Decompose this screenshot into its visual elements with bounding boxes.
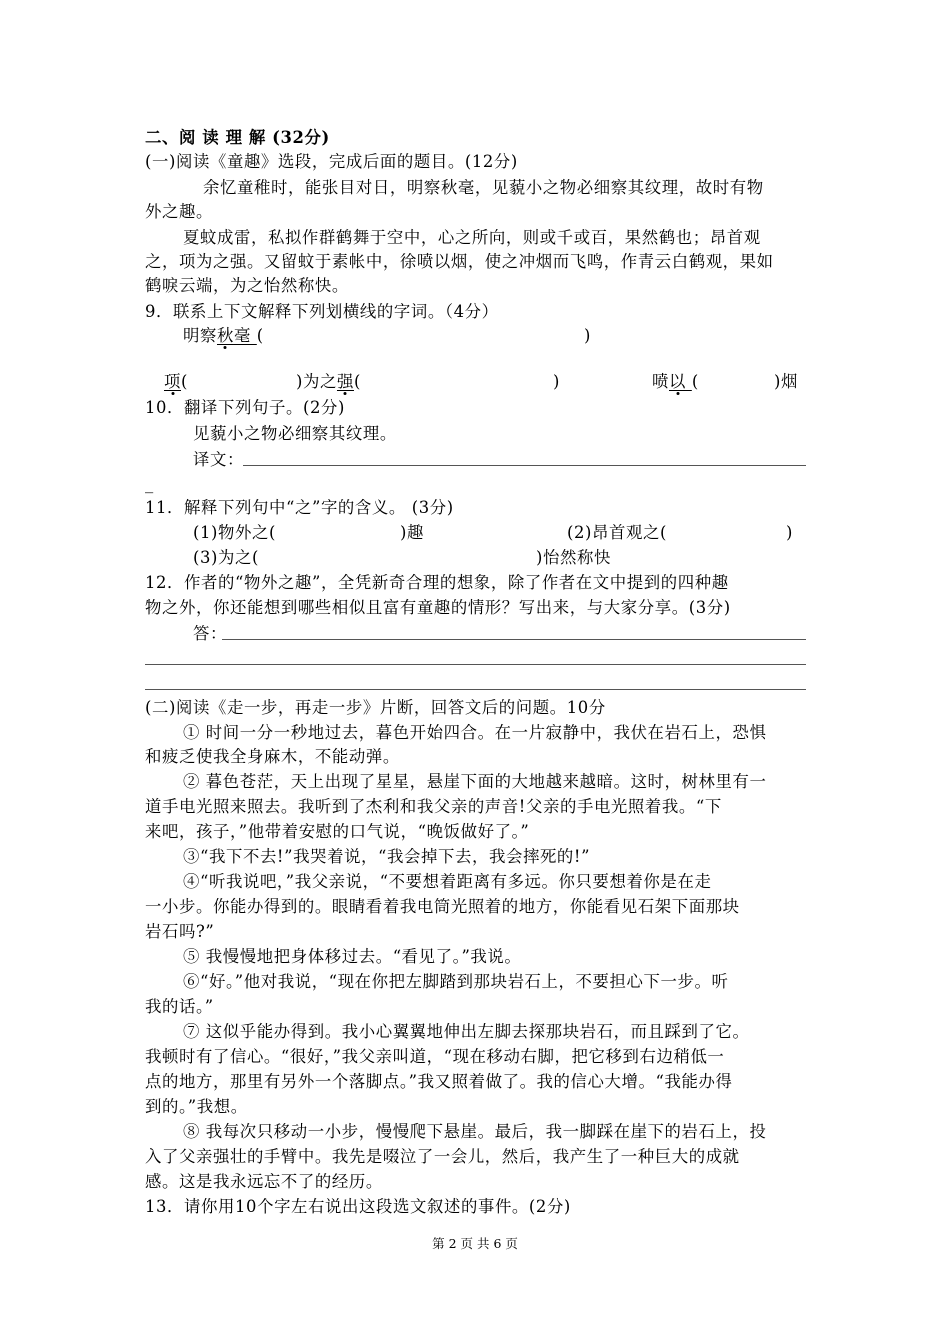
q9-item1-paren-open: ( [256,326,264,345]
q9-item2-word: 项 [164,372,181,391]
part2-text-line: 道手电光照来照去。我听到了杰利和我父亲的声音!父亲的手电光照着我。“下 [145,797,722,816]
q10-trail: _ [145,474,154,493]
q9-item2 [164,370,188,394]
part2-text-line: ⑧ 我每次只移动一小步，慢慢爬下悬崖。最后，我一脚踩在崖下的岩石上，投 [183,1122,767,1141]
page-footer: 第 2 页 共 6 页 [432,1236,518,1251]
q10-answer-line[interactable] [243,465,806,466]
q12-answer-label: 答： [193,624,227,643]
part2-intro: (二)阅读《走一步，再走一步》片断，回答文后的问题。10分 [145,698,606,717]
part2-text-line: 岩石吗?” [145,922,215,941]
part2-text-line: ⑥“好。”他对我说，“现在你把左脚踏到那块岩石上，不要担心下一步。听 [183,972,729,991]
q12-prompt-line: 12．作者的“物外之趣”，全凭新奇合理的想象，除了作者在文中提到的四种趣 [145,573,729,592]
q10-prompt: 10．翻译下列句子。(2分) [145,398,345,417]
q9-item4-paren-open: ( [691,372,699,391]
q9-item1-underlined [217,326,257,345]
part1-text-line: 夏蚊成雷，私拟作群鹤舞于空中，心之所向，则或千或百，果然鹤也；昂首观 [183,228,761,247]
q9-prompt: 9．联系上下文解释下列划横线的字词。（4分） [145,302,499,321]
q9-item3 [296,370,361,394]
q11-prompt: 11．解释下列句中“之”字的含义。 (3分) [145,498,454,517]
q9-item4-underlined [669,372,692,391]
q9-item1-word-a: 秋 [216,326,234,345]
part1-text-line: 余忆童稚时，能张目对日，明察秋毫，见藐小之物必细察其纹理，故时有物 [203,178,764,197]
q12-prompt-line: 物之外，你还能想到哪些相似且富有童趣的情形？写出来，与大家分享。(3分) [145,598,731,617]
q9-item3-prefix: )为之 [296,372,337,391]
part1-text-line: 之，项为之强。又留蚊于素帐中，徐喷以烟，使之冲烟而飞鸣，作青云白鹤观，果如 [145,252,774,271]
part2-text-line: 来吧，孩子，”他带着安慰的口气说，“晚饭做好了。” [145,822,530,841]
q11-item1-a: (1)物外之( [193,523,276,542]
q9-item1-paren-close: ) [584,326,591,345]
q11-item3-b: )怡然称快 [536,548,611,567]
part2-text-line: ⑤ 我慢慢地把身体移过去。“看见了。”我说。 [183,947,522,966]
q12-answer-line[interactable] [222,639,806,640]
part1-text-line: 外之趣。 [145,202,213,221]
part2-text-line: 感。这是我永远忘不了的经历。 [145,1172,383,1191]
q10-answer-label: 译文： [193,450,244,469]
q11-item3-a: (3)为之( [193,548,259,567]
part2-text-line: ④“听我说吧，”我父亲说，“不要想着距离有多远。你只要想着你是在走 [183,872,712,891]
part2-text-line: 我的话。” [145,997,214,1016]
part2-text-line: 一小步。你能办得到的。眼睛看着我电筒光照着的地方，你能看见石架下面那块 [145,897,740,916]
q9-item4 [652,370,699,394]
q10-sentence: 见藐小之物必细察其纹理。 [193,424,397,443]
q13-prompt: 13．请你用10个字左右说出这段选文叙述的事件。(2分) [145,1197,571,1216]
q9-item4-suffix: )烟 [774,372,798,391]
q11-item2-a: (2)昂首观之( [567,523,667,542]
q11-item1-b: )趣 [400,523,424,542]
part2-text-line: 我顿时有了信心。“很好，”我父亲叫道，“现在移动右脚，把它移到右边稍低一 [145,1047,725,1066]
part2-text-line: ⑦ 这似乎能办得到。我小心翼翼地伸出左脚去探那块岩石，而且踩到了它。 [183,1022,750,1041]
q9-item1-word-b: 毫 [233,326,251,345]
q9-item1 [183,324,264,348]
part2-text-line: 点的地方，那里有另外一个落脚点。”我又照着做了。我的信心大增。“我能办得 [145,1072,733,1091]
q12-answer-line[interactable] [145,689,806,690]
part2-text-line: ② 暮色苍茫，天上出现了星星，悬崖下面的大地越来越暗。这时，树林里有一 [183,772,767,791]
q9-item3-paren-close: ) [553,372,560,391]
q12-answer-line[interactable] [145,664,806,665]
section-title: 二、阅 读 理 解 (32分) [145,128,330,147]
part2-text-line: ① 时间一分一秒地过去，暮色开始四合。在一片寂静中，我伏在岩石上，恐惧 [183,723,767,742]
q9-item4-prefix: 喷 [652,372,669,391]
q11-item2-b: ) [786,523,793,542]
q9-item2-paren-open: ( [181,372,188,391]
q9-item1-prefix: 明察 [183,326,217,345]
q9-item4-word: 以 [669,372,686,391]
part1-intro: (一)阅读《童趣》选段，完成后面的题目。(12分) [145,152,518,171]
part2-text-line: 到的。”我想。 [145,1097,248,1116]
part2-text-line: 入了父亲强壮的手臂中。我先是啜泣了一会儿，然后，我产生了一种巨大的成就 [145,1147,740,1166]
q9-item3-word: 强 [336,372,354,391]
part1-text-line: 鹤唳云端，为之怡然称快。 [145,276,349,295]
q9-item3-paren-open: ( [353,372,361,391]
part2-text-line: ③“我下不去!”我哭着说，“我会掉下去，我会摔死的!” [183,847,591,866]
part2-text-line: 和疲乏使我全身麻木，不能动弹。 [145,747,400,766]
